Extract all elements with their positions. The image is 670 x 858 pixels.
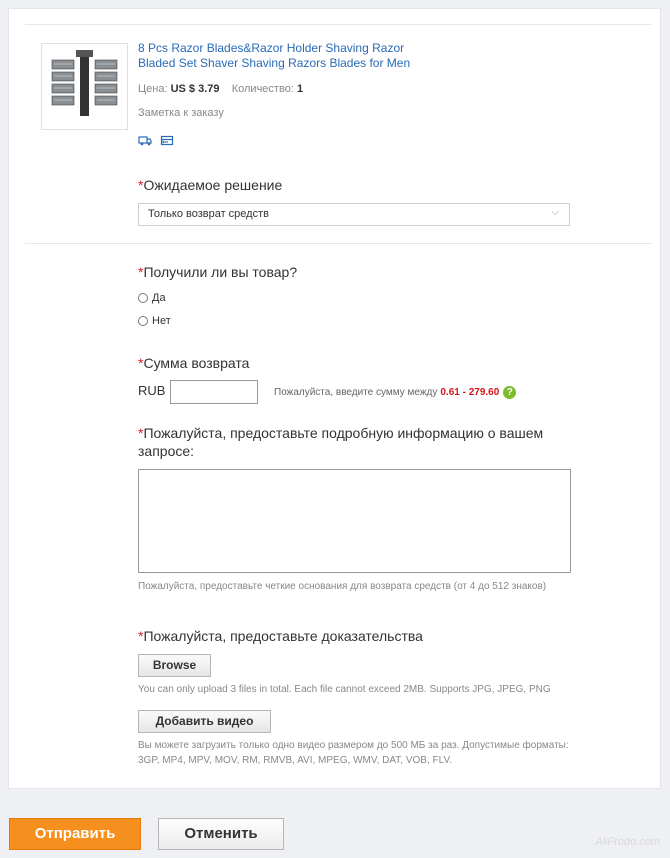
- price-line: [138, 83, 303, 95]
- received-label: *Получили ли вы товар?: [138, 264, 298, 280]
- radio-no-label: Нет: [152, 315, 171, 327]
- product-thumbnail[interactable]: [41, 43, 128, 130]
- expected-solution-select[interactable]: [138, 203, 570, 226]
- details-hint: Пожалуйста, предоставьте четкие основания для возврата средств (от 4 до 512 знаков): [138, 581, 547, 592]
- radio-yes[interactable]: [138, 292, 166, 304]
- amount-hint-text: Пожалуйста, введите сумму между: [274, 387, 438, 398]
- divider: [25, 24, 652, 25]
- razor-image: [42, 44, 127, 129]
- evidence-label: *Пожалуйста, предоставьте доказательства: [138, 628, 423, 644]
- required-mark: *: [138, 355, 144, 371]
- submit-button[interactable]: Отправить: [9, 818, 141, 850]
- currency-label: RUB: [138, 383, 166, 398]
- product-icons: [138, 133, 174, 151]
- radio-yes-label: Да: [152, 292, 166, 304]
- chevron-down-icon: ⌵: [551, 207, 559, 218]
- price-value: US $ 3.79: [170, 83, 220, 95]
- radio-circle[interactable]: [138, 293, 148, 303]
- help-icon[interactable]: ?: [503, 386, 516, 399]
- package-icon[interactable]: [160, 133, 174, 151]
- required-mark: *: [138, 628, 144, 644]
- required-mark: *: [138, 264, 144, 280]
- price-label: Цена:: [138, 83, 168, 95]
- amount-range: 0.61 - 279.60: [440, 387, 500, 398]
- product-title-link[interactable]: 8 Pcs Razor Blades&Razor Holder Shaving Razor Bladed Set Shaver Shaving Razors Blades for Men: [138, 41, 411, 70]
- refund-amount-input[interactable]: [170, 380, 258, 404]
- browse-button[interactable]: Browse: [138, 654, 211, 677]
- truck-icon[interactable]: [138, 133, 152, 151]
- required-mark: *: [138, 177, 144, 193]
- watermark: AliFrodo.com: [595, 836, 660, 848]
- radio-circle[interactable]: [138, 316, 148, 326]
- order-note: Заметка к заказу: [138, 107, 224, 119]
- refund-form-card: [8, 8, 661, 789]
- quantity-label: Количество:: [231, 83, 294, 95]
- expected-solution-label: *Ожидаемое решение: [138, 177, 283, 193]
- expected-solution-value: Только возврат средств: [148, 208, 269, 220]
- add-video-button[interactable]: Добавить видео: [138, 710, 271, 733]
- amount-hint: [274, 386, 516, 399]
- quantity-value: 1: [296, 83, 304, 95]
- details-textarea[interactable]: [138, 469, 571, 573]
- browse-hint: You can only upload 3 files in total. Each file cannot exceed 2MB. Supports JPG, JPEG, PNG: [138, 684, 551, 695]
- radio-no[interactable]: [138, 315, 171, 327]
- video-hint: Вы можете загрузить только одно видео размером до 500 МБ за раз. Допустимые форматы: 3GP, MP4, MPV, MOV, RM, RMVB, AVI, MPEG, WMV, DAT, VOB, FLV.: [138, 740, 569, 766]
- cancel-button[interactable]: Отменить: [158, 818, 284, 850]
- required-mark: *: [138, 425, 144, 441]
- divider: [25, 243, 652, 244]
- refund-amount-label: *Сумма возврата: [138, 355, 250, 371]
- details-label: *Пожалуйста, предоставьте подробную информацию о вашем запросе:: [138, 425, 544, 459]
